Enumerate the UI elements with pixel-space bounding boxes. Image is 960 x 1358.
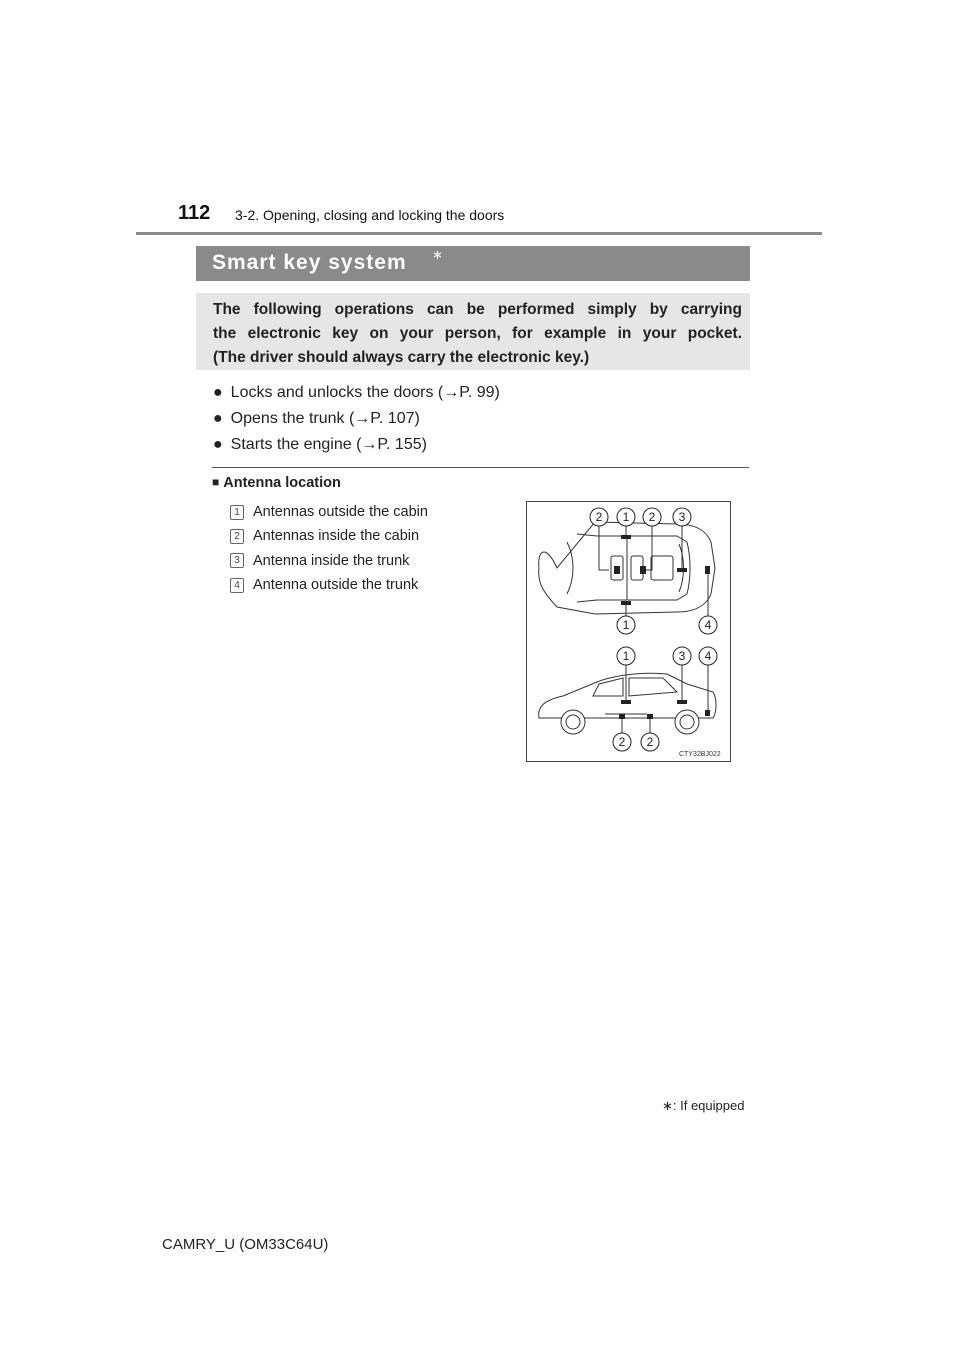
legend-number: 4 (230, 578, 244, 593)
legend-item (230, 549, 428, 573)
legend-number: 1 (230, 505, 244, 520)
bullet-icon: ● (213, 384, 223, 401)
footnote: ∗: If equipped (662, 1098, 745, 1113)
title-band (196, 246, 750, 281)
operation-list (213, 380, 500, 458)
section-title: 3-2. Opening, closing and locking the doors (235, 207, 505, 223)
list-item-text: Locks and unlocks the doors (→P. 99) (230, 384, 500, 401)
list-item-text: Starts the engine (→P. 155) (230, 436, 427, 453)
car-diagram (527, 502, 732, 763)
section-divider (212, 467, 749, 468)
legend-text: Antenna inside the trunk (253, 552, 410, 569)
callout-number: 2 (646, 735, 654, 749)
bullet-icon: ● (213, 410, 223, 427)
list-item (213, 432, 500, 458)
page-number: 112 (178, 202, 211, 224)
callout-number: 2 (618, 735, 626, 749)
legend-item (230, 524, 428, 548)
intro-box (196, 293, 750, 370)
callout-number: 1 (622, 649, 630, 663)
legend-item (230, 573, 428, 597)
list-item (213, 380, 500, 406)
header-divider (136, 232, 822, 235)
antenna-location-figure (526, 501, 731, 762)
callout-number: 2 (648, 510, 656, 524)
callout-number: 2 (595, 510, 603, 524)
callout-number: 3 (678, 649, 686, 663)
callout-number: 4 (704, 618, 712, 632)
intro-line-2: the electronic key on your person, for example in your pocket. (213, 325, 742, 342)
callout-number: 3 (678, 510, 686, 524)
legend-text: Antennas outside the cabin (253, 504, 428, 521)
callout-number: 1 (622, 618, 630, 632)
legend-text: Antennas inside the cabin (253, 528, 420, 545)
intro-line-1: The following operations can be performed simply by carrying (213, 301, 742, 318)
callout-number: 1 (622, 510, 630, 524)
legend-number: 2 (230, 529, 244, 544)
figure-code: CTY32BJ022 (679, 751, 721, 758)
if-equipped-marker: ∗ (432, 247, 443, 262)
list-item (213, 406, 500, 432)
manual-id: CAMRY_U (OM33C64U) (162, 1236, 329, 1253)
legend-item (230, 500, 428, 524)
bullet-icon: ● (213, 436, 223, 453)
square-bullet-icon: ■ (212, 475, 220, 489)
antenna-heading (212, 475, 341, 491)
legend-number: 3 (230, 553, 244, 568)
callout-number: 4 (704, 649, 712, 663)
page-title: Smart key system (212, 251, 407, 274)
intro-line-3: (The driver should always carry the electronic key.) (213, 349, 590, 366)
list-item-text: Opens the trunk (→P. 107) (230, 410, 420, 427)
antenna-legend (230, 500, 428, 597)
antenna-heading-text: Antenna location (223, 475, 341, 491)
legend-text: Antenna outside the trunk (253, 577, 419, 594)
